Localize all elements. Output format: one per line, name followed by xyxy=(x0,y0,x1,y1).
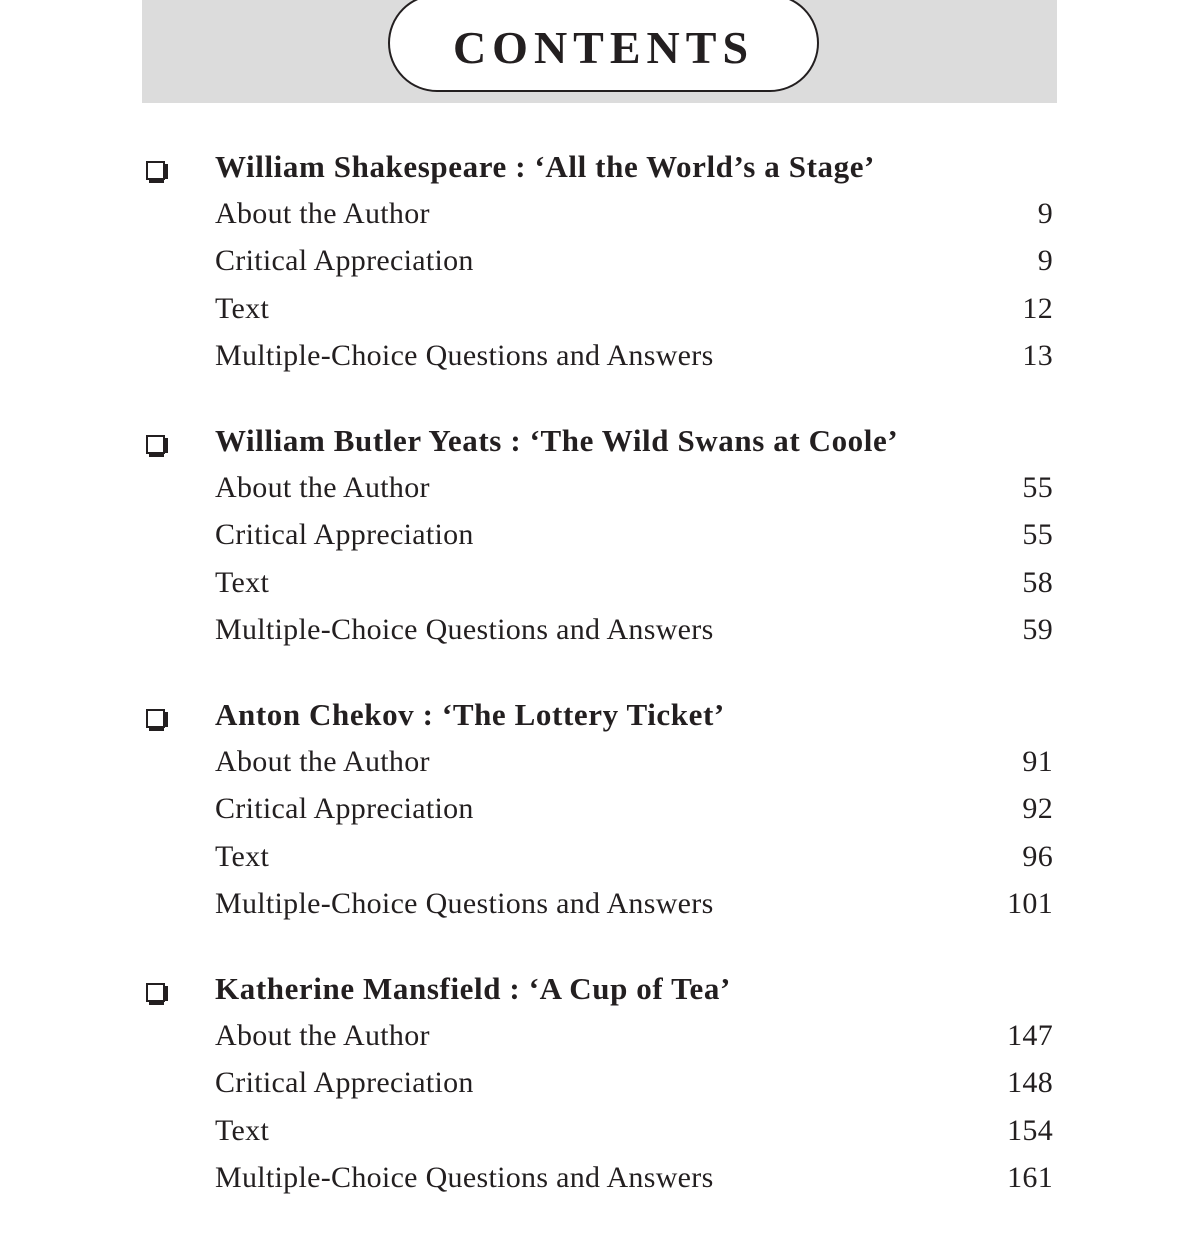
toc-section xyxy=(0,145,1200,419)
entry-label: Text xyxy=(215,291,270,325)
entry-label: About the Author xyxy=(215,471,430,504)
toc-entry[interactable] xyxy=(215,745,1053,792)
entry-page-number: 148 xyxy=(1007,1066,1053,1100)
entry-page-number: 9 xyxy=(1037,244,1053,278)
entry-label: Multiple-Choice Questions and Answers xyxy=(215,612,714,646)
toc-entry[interactable] xyxy=(215,1161,1053,1208)
entry-page-number: 154 xyxy=(1007,1113,1053,1147)
toc-entry[interactable] xyxy=(215,471,1053,518)
entry-page-number: 55 xyxy=(1022,518,1053,552)
toc-entry[interactable] xyxy=(215,197,1053,244)
entry-label: About the Author xyxy=(215,1019,430,1052)
checkbox-icon xyxy=(146,709,165,728)
entry-page-number: 92 xyxy=(1022,792,1053,826)
entry-page-number: 96 xyxy=(1022,839,1053,873)
entry-page-number: 13 xyxy=(1022,338,1053,372)
toc-section xyxy=(0,693,1200,967)
entry-page-number: 101 xyxy=(1007,886,1053,920)
section-entries xyxy=(215,1019,1053,1208)
entry-label: Critical Appreciation xyxy=(215,792,474,826)
section-title[interactable]: William Shakespeare : ‘All the World’s a Stage’ xyxy=(215,149,875,184)
entry-page-number: 59 xyxy=(1022,612,1053,646)
entry-label: Critical Appreciation xyxy=(215,518,474,552)
toc-entry[interactable] xyxy=(215,1019,1053,1066)
toc-entry[interactable] xyxy=(215,792,1053,839)
toc-entry[interactable] xyxy=(215,339,1053,386)
entry-page-number: 55 xyxy=(1022,471,1053,504)
entry-label: Text xyxy=(215,1113,270,1147)
entry-page-number: 58 xyxy=(1022,565,1053,599)
toc-entry[interactable] xyxy=(215,840,1053,887)
toc-entry[interactable] xyxy=(215,613,1053,660)
section-title[interactable]: Anton Chekov : ‘The Lottery Ticket’ xyxy=(215,697,725,732)
entry-label: Multiple-Choice Questions and Answers xyxy=(215,1160,714,1194)
entry-page-number: 9 xyxy=(1037,197,1053,230)
entry-label: Text xyxy=(215,839,270,873)
checkbox-icon xyxy=(146,983,165,1002)
entry-label: Critical Appreciation xyxy=(215,244,474,278)
entry-page-number: 147 xyxy=(1007,1019,1053,1052)
toc-entry[interactable] xyxy=(215,887,1053,934)
section-title[interactable]: William Butler Yeats : ‘The Wild Swans at Coole’ xyxy=(215,423,899,458)
entry-page-number: 161 xyxy=(1007,1160,1053,1194)
section-entries xyxy=(215,745,1053,934)
section-title[interactable]: Katherine Mansfield : ‘A Cup of Tea’ xyxy=(215,971,731,1006)
entry-label: About the Author xyxy=(215,197,430,230)
entry-page-number: 12 xyxy=(1022,291,1053,325)
toc-entry[interactable] xyxy=(215,1066,1053,1113)
entry-label: About the Author xyxy=(215,745,430,778)
toc-entry[interactable] xyxy=(215,292,1053,339)
section-entries xyxy=(215,471,1053,660)
toc-entry[interactable] xyxy=(215,244,1053,291)
entry-label: Multiple-Choice Questions and Answers xyxy=(215,338,714,372)
entry-label: Critical Appreciation xyxy=(215,1066,474,1100)
entry-page-number: 91 xyxy=(1022,745,1053,778)
table-of-contents xyxy=(0,145,1200,1241)
entry-label: Text xyxy=(215,565,270,599)
toc-entry[interactable] xyxy=(215,566,1053,613)
section-entries xyxy=(215,197,1053,386)
toc-entry[interactable] xyxy=(215,1114,1053,1161)
checkbox-icon xyxy=(146,435,165,454)
checkbox-icon xyxy=(146,161,165,180)
entry-label: Multiple-Choice Questions and Answers xyxy=(215,886,714,920)
toc-entry[interactable] xyxy=(215,518,1053,565)
page-title: CONTENTS xyxy=(452,21,755,73)
contents-title-badge xyxy=(388,0,819,92)
toc-section xyxy=(0,419,1200,693)
